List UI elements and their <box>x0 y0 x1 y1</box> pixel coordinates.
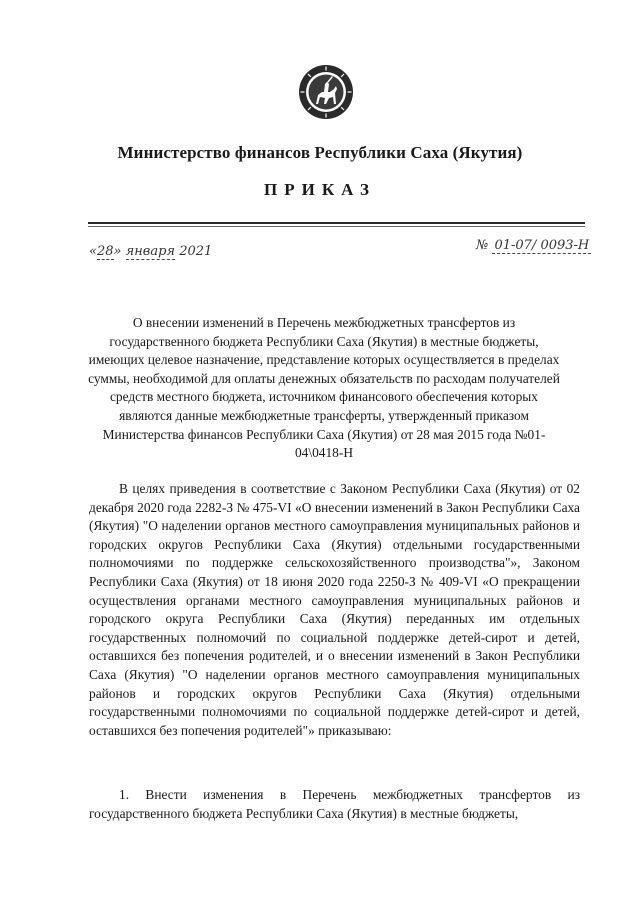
ministry-name: Министерство финансов Республики Саха (Якутия) <box>117 143 523 162</box>
item-1-paragraph: 1. Внести изменения в Перечень межбюджетных трансфертов из государственного бюджета Республики Саха (Якутия) в местные бюджеты, <box>89 787 580 821</box>
coat-of-arms-icon <box>296 62 356 122</box>
number-prefix: № <box>476 238 489 253</box>
date-open-quote: « <box>89 244 97 259</box>
preamble-paragraph: В целях приведения в соответствие с Законом Республики Саха (Якутия) от 02 декабря 2020 года 2282-З № 475-VI «О внесении изменений в Закон Республики Саха (Якутия) "О наделении органов местного самоуправления муниципальных районов и городских округов Республики Саха (Якутия) отдельными государственными полномочиями по поддержке сельскохозяйственного производства"», Законом Республики Саха (Якутия) от 18 июня 2020 года 2250-З № 409-VI «О прекращении осуществления органами местного самоуправления муниципальных районов и городского округа Республики Саха (Якутия) переданных им отдельных государственных полномочий по социальной поддержке детей-сирот и детей, оставшихся без попечения родителей, и о внесении изменений в Закон Республики Саха (Якутия) "О наделении органов местного самоуправления муниципальных районов и городских округов Республики Саха (Якутия) отдельными государственными полномочиями по социальной поддержке детей-сирот и детей, оставшихся без попечения родителей"» приказываю: <box>89 481 580 738</box>
order-date <box>89 244 212 260</box>
header-divider <box>88 222 585 224</box>
header-divider-thin <box>88 226 585 227</box>
date-day: 28 <box>96 244 114 259</box>
date-close-quote: » <box>113 244 122 259</box>
number-value: 01-07/ 0093-Н <box>494 238 590 253</box>
order-number <box>476 238 591 253</box>
order-title: ПРИКАЗ <box>264 180 376 199</box>
date-year: 2021 <box>179 244 213 259</box>
order-subject: О внесении изменений в Перечень межбюджетных трансфертов из государственного бюджета Республики Саха (Якутия) в местные бюджеты, имеющих целевое назначение, представление которых осуществляется в пределах суммы, необходимой для оплаты денежных обязательств по расходам получателей средств местного бюджета, источником финансового обеспечения которых являются данные межбюджетные трансферты, утвержденный приказом Министерства финансов Республики Саха (Якутия) от 28 мая 2015 года №01-04\0418-Н <box>88 315 560 461</box>
date-month: января <box>125 244 176 259</box>
